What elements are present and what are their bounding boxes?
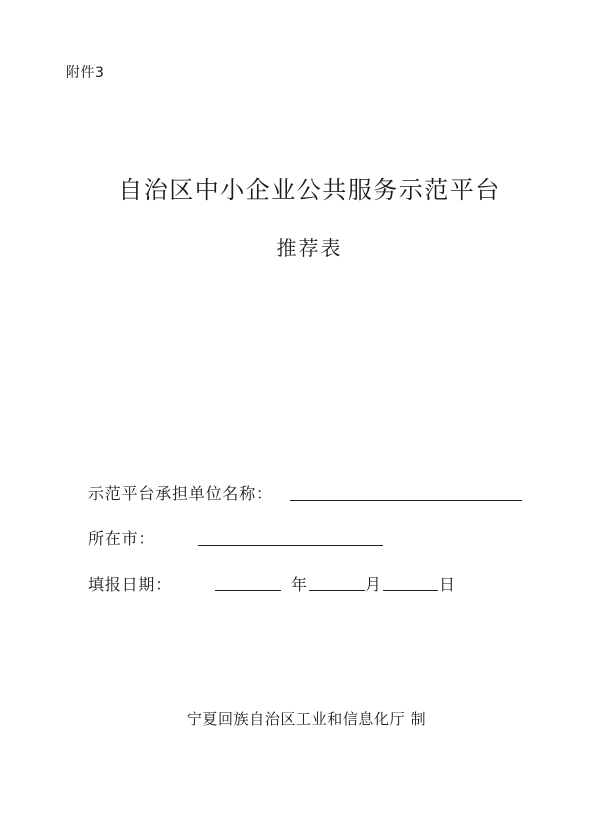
city-label: 所在市： xyxy=(88,529,156,548)
unit-name-field[interactable] xyxy=(290,500,522,501)
day-char: 日 xyxy=(439,575,456,594)
document-title: 自治区中小企业公共服务示范平台 xyxy=(118,176,501,204)
year-field[interactable] xyxy=(215,590,281,591)
issuer-footer: 宁夏回族自治区工业和信息化厅 制 xyxy=(186,710,427,728)
day-field[interactable] xyxy=(383,590,438,591)
document-subtitle: 推荐表 xyxy=(276,236,343,260)
date-label: 填报日期： xyxy=(88,575,173,594)
city-field[interactable] xyxy=(198,545,383,546)
attachment-label: 附件3 xyxy=(66,65,105,81)
year-char: 年 xyxy=(291,575,308,594)
unit-name-label: 示范平台承担单位名称： xyxy=(88,484,273,503)
month-field[interactable] xyxy=(309,590,365,591)
month-char: 月 xyxy=(365,575,382,594)
